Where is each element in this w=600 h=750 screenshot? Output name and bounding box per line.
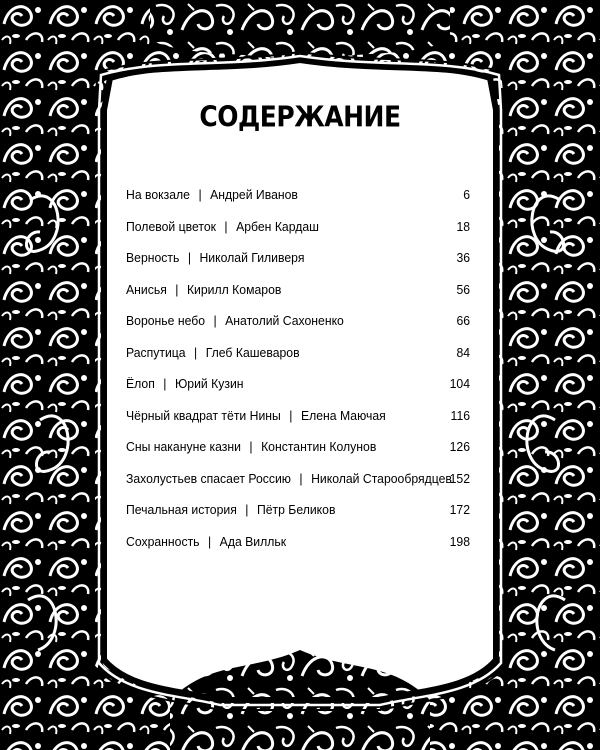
toc-entry [126,532,471,564]
toc-entry [126,280,471,312]
page-number: 172 [449,502,471,517]
separator: | [175,281,179,297]
separator: | [208,533,212,549]
author-name: Глеб Кашеваров [205,344,300,360]
toc-entry [126,248,471,280]
page-number: 66 [456,313,471,328]
story-title: Распутица [126,344,186,360]
author-name: Ада Вилльк [219,533,287,549]
story-title: Чёрный квадрат тёти Нины [126,407,281,423]
separator: | [198,187,202,202]
page-title: СОДЕРЖАНИЕ [199,99,401,134]
page-number: 198 [449,533,471,549]
author-name: Кирилл Комаров [186,281,282,297]
toc-entry [126,374,471,406]
author-name: Николай Гиливеря [199,250,305,265]
separator: | [289,407,293,423]
page-number: 84 [456,344,471,360]
table-of-contents [126,185,472,563]
story-title: Ёлоп [126,376,155,391]
author-name: Юрий Кузин [174,376,244,391]
story-title: Верность [126,250,180,265]
page-number: 116 [450,407,471,423]
separator: | [163,376,167,391]
story-title: Полевой цветок [126,218,216,234]
separator: | [299,470,303,486]
author-name: Константин Колунов [261,439,377,454]
page-number: 104 [449,376,471,391]
page-number: 152 [449,470,471,486]
toc-entry [126,437,471,469]
toc-entry [126,311,471,343]
separator: | [213,313,217,328]
author-name: Анатолий Сахоненко [225,313,344,328]
toc-entry [126,500,471,532]
separator: | [224,218,228,234]
author-name: Пётр Беликов [256,502,336,517]
author-name: Елена Маючая [300,407,386,423]
separator: | [245,502,249,517]
author-name: Николай Старообрядцев [311,470,452,486]
author-name: Арбен Кардаш [236,218,319,234]
story-title: Сны накануне казни [126,439,241,454]
page-number: 36 [456,250,471,265]
page-number: 6 [463,187,471,202]
toc-entry [126,217,471,249]
page-number: 126 [449,439,471,454]
toc-entry [126,343,471,375]
author-name: Андрей Иванов [210,187,298,202]
separator: | [249,439,253,454]
page-number: 56 [456,281,471,297]
page-number: 18 [456,218,471,234]
story-title: Анисья [126,281,167,297]
separator: | [187,250,192,265]
story-title: Воронье небо [126,313,206,328]
story-title: Сохранность [126,533,200,549]
toc-entry [126,469,471,501]
story-title: Печальная история [126,502,237,517]
toc-entry [126,406,471,438]
toc-entry [126,185,471,217]
story-title: На вокзале [126,187,190,202]
separator: | [194,344,198,360]
story-title: Захолустьев спасает Россию [126,470,291,486]
